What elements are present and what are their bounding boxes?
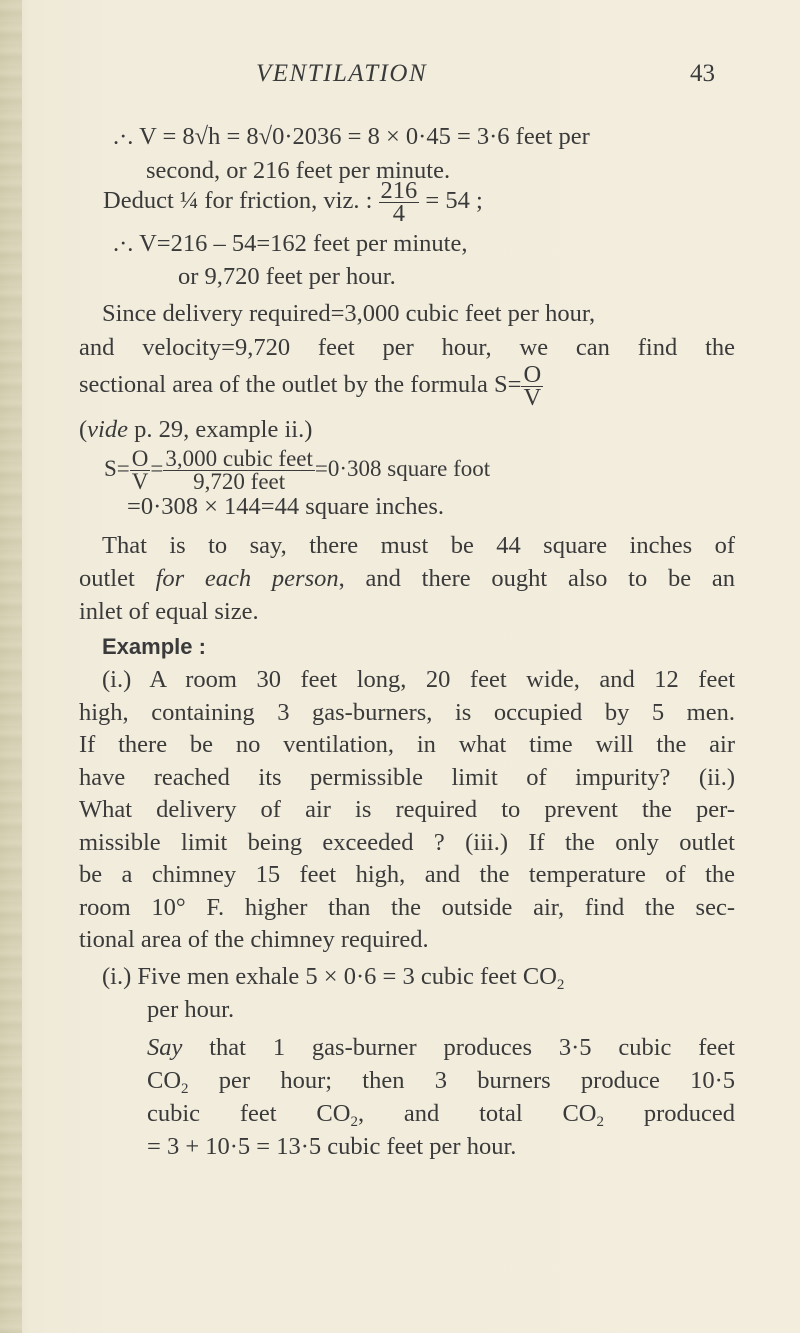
example-line-22: be a chimney 15 feet high, and the temperature of the: [79, 861, 735, 888]
say-italic: Say: [147, 1034, 183, 1061]
fraction-numerator: O: [523, 361, 542, 388]
example-line-18: If there be no ventilation, in what time will the air: [79, 731, 735, 758]
example-line-23: room 10° F. higher than the outside air, find the sec-: [79, 894, 735, 921]
fraction-numerator: 216: [380, 177, 418, 204]
paragraph-line-8: [79, 361, 543, 411]
example-line-24: tional area of the chimney required.: [79, 926, 429, 953]
vide-reference: (vide p. 29, example ii.): [79, 416, 313, 443]
answer-line-27: [147, 1032, 735, 1064]
total-co-text: , and total CO: [357, 1100, 597, 1127]
area-equation: [104, 448, 490, 493]
for-each-person-italic: for each person: [155, 565, 339, 592]
answer-line-26: per hour.: [147, 996, 235, 1023]
example-heading: Example :: [102, 634, 206, 659]
example-line-16: (i.) A room 30 feet long, 20 feet wide, and 12 feet: [102, 666, 735, 693]
area-symbol: S=: [104, 455, 130, 481]
example-line-19: have reached its permissible limit of impurity? (ii.): [79, 764, 735, 791]
fraction-o-over-v-2: [130, 448, 151, 493]
equals-sign: =: [150, 455, 164, 481]
subscript-2: 2: [596, 1114, 604, 1130]
fraction-numerator: 3,000 cubic feet: [165, 446, 313, 471]
text-line-5: or 9,720 feet per hour.: [178, 263, 396, 290]
fraction-numerator: O: [131, 446, 149, 471]
paragraph-line-7: and velocity=9,720 feet per hour, we can find the: [79, 334, 735, 361]
example-line-21: missible limit being exceeded ? (iii.) If the only outlet: [79, 829, 735, 856]
gas-burner-text: that 1 gas-burner produces 3·5 cubic feet: [182, 1034, 735, 1061]
paragraph-line-14: inlet of equal size.: [79, 598, 259, 625]
fraction-o-over-v: [521, 361, 543, 411]
subscript-2: 2: [181, 1081, 189, 1097]
example-line-17: high, containing 3 gas-burners, is occupied by 5 men.: [79, 699, 735, 726]
running-title: VENTILATION: [256, 60, 428, 87]
burners-text: per hour; then 3 burners produce 10·5: [188, 1067, 735, 1094]
co-text: CO: [147, 1067, 182, 1094]
vide-rest: p. 29, example ii.): [127, 416, 313, 443]
area-result: =0·308 square foot: [314, 455, 491, 481]
example-line-20: What delivery of air is required to prevent the per-: [79, 796, 735, 823]
deduct-friction-line: [103, 177, 483, 227]
fraction-216-over-4: [379, 177, 420, 227]
equation-line-1: [113, 121, 590, 153]
subscript-2: 2: [350, 1114, 358, 1130]
fraction-denominator: V: [523, 384, 542, 411]
cubic-feet-co-text: cubic feet CO: [147, 1100, 351, 1127]
page-header: [0, 60, 800, 94]
paragraph-line-13: [79, 563, 735, 595]
fraction-delivery-over-velocity: [163, 448, 315, 493]
exhale-text: (i.) Five men exhale 5 × 0·6 = 3 cubic feet CO: [102, 963, 557, 990]
fraction-denominator: 4: [392, 200, 406, 227]
produced-text: produced: [604, 1100, 735, 1127]
square-inches-line: =0·308 × 144=44 square inches.: [127, 493, 445, 520]
deduct-text: Deduct ¼ for friction, viz. :: [103, 187, 373, 215]
page-number: 43: [690, 60, 715, 87]
outlet-rest: , and there ought also to be an: [338, 565, 735, 592]
fraction-denominator: V: [131, 469, 149, 494]
text-line-2: second, or 216 feet per minute.: [146, 157, 451, 184]
text-line-4: .·. V=216 – 54=162 feet per minute,: [113, 230, 468, 257]
deduct-result: = 54 ;: [425, 187, 483, 215]
vide-italic: vide: [87, 416, 128, 443]
paragraph-line-12: That is to say, there must be 44 square inches of: [102, 532, 735, 559]
answer-line-30: = 3 + 10·5 = 13·5 cubic feet per hour.: [147, 1133, 517, 1160]
paragraph-line-6: Since delivery required=3,000 cubic feet per hour,: [102, 300, 596, 327]
outlet-text: outlet: [79, 565, 156, 592]
page-edge-shadow: [0, 0, 22, 1333]
equation-text: .·. V = 8√h = 8√0·2036 = 8 × 0·45 = 3·6 feet per: [113, 123, 590, 150]
subscript-2: 2: [556, 977, 565, 993]
formula-sentence: sectional area of the outlet by the formula S=: [79, 371, 522, 399]
fraction-denominator: 9,720 feet: [193, 469, 286, 494]
